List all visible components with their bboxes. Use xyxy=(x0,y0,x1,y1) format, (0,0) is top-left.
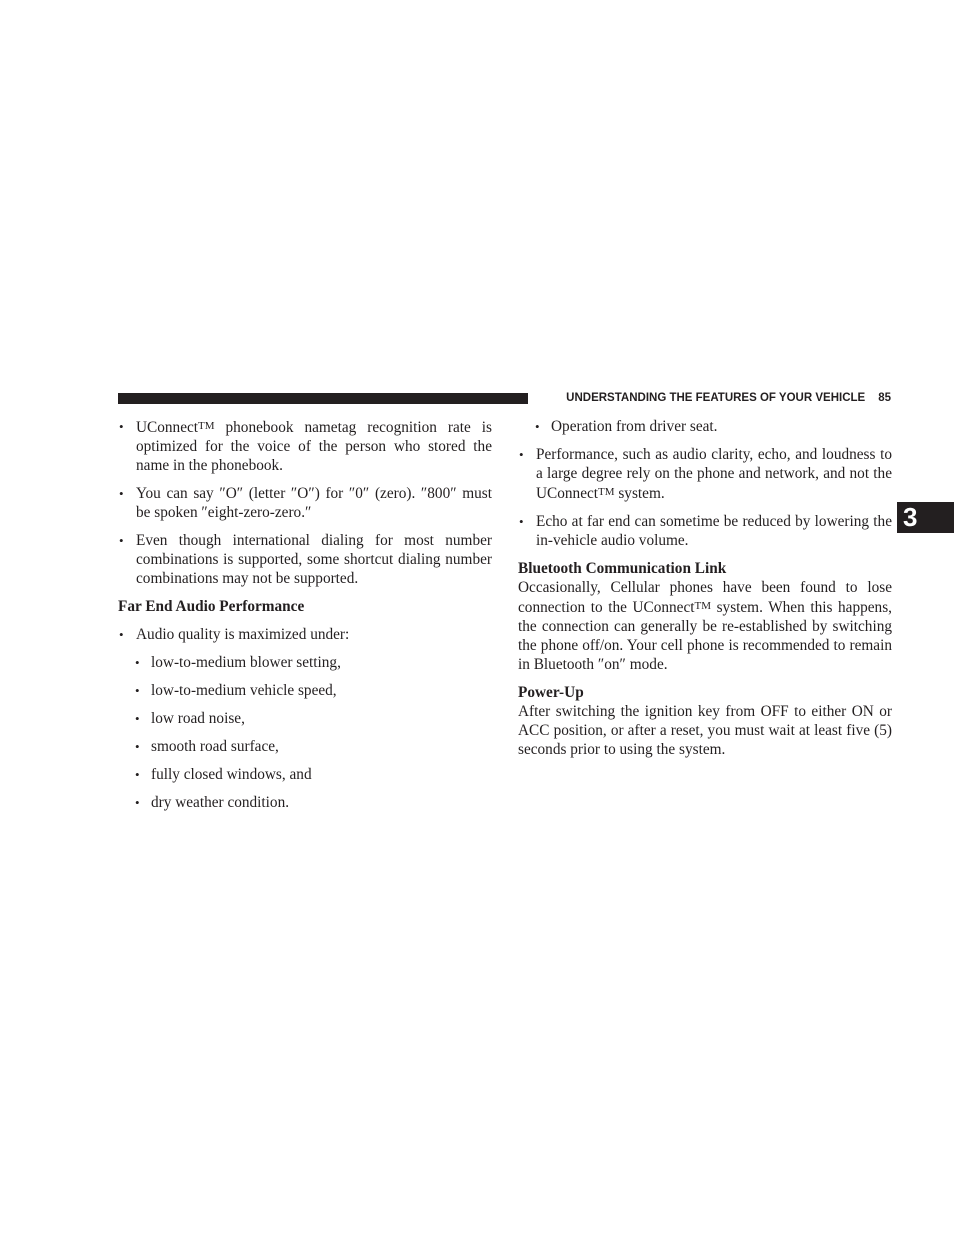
sub-bullet-driver-seat: • Operation from driver seat. xyxy=(518,417,892,436)
bullet-international: • Even though international dialing for most number combinations is supported, some shortcut dialing number combinations may not be supported. xyxy=(118,531,492,588)
sub-bullet: • low-to-medium blower setting, xyxy=(118,653,492,672)
header-rule xyxy=(118,393,528,404)
right-column xyxy=(518,417,892,759)
chapter-tab: 3 xyxy=(897,502,954,533)
left-column xyxy=(118,417,492,821)
sub-bullet: • smooth road surface, xyxy=(118,737,492,756)
bullet-echo: • Echo at far end can sometime be reduced by lowering the in-vehicle audio volume. xyxy=(518,512,892,550)
sub-bullet: • low road noise, xyxy=(118,709,492,728)
heading-power-up: Power-Up xyxy=(518,684,584,701)
heading-bluetooth: Bluetooth Communication Link xyxy=(518,560,727,577)
bullet-audio-quality: • Audio quality is maximized under: xyxy=(118,625,492,644)
running-header xyxy=(538,390,891,406)
bullet-performance: • Performance, such as audio clarity, echo, and loudness to a large degree rely on the phone and network, and not the UConnectTM system. xyxy=(518,445,892,503)
sub-bullet: • dry weather condition. xyxy=(118,793,492,812)
bullet-nametag: • UConnectTM phonebook nametag recognition rate is optimized for the voice of the person who stored the name in the phonebook. xyxy=(118,417,492,475)
bullet-say-zero: • You can say ″O″ (letter ″O″) for ″0″ (zero). ″800″ must be spoken ″eight-zero-zero.″ xyxy=(118,484,492,522)
sub-bullet: • fully closed windows, and xyxy=(118,765,492,784)
heading-far-end: Far End Audio Performance xyxy=(118,598,305,615)
section-title: UNDERSTANDING THE FEATURES OF YOUR VEHICLE xyxy=(566,392,866,404)
paragraph-power-up: After switching the ignition key from OFF to either ON or ACC position, or after a reset, you must wait at least five (5) seconds prior to using the system. xyxy=(518,703,892,758)
paragraph-bluetooth: Occasionally, Cellular phones have been found to lose connection to the UConnectTM system. When this happens, the connection can generally be re-established by switching the phone off/on. Your cell phone is recommended to remain in Bluetooth ″on″ mode. xyxy=(518,579,892,673)
sub-bullet: • low-to-medium vehicle speed, xyxy=(118,681,492,700)
page-number: 85 xyxy=(878,392,891,404)
